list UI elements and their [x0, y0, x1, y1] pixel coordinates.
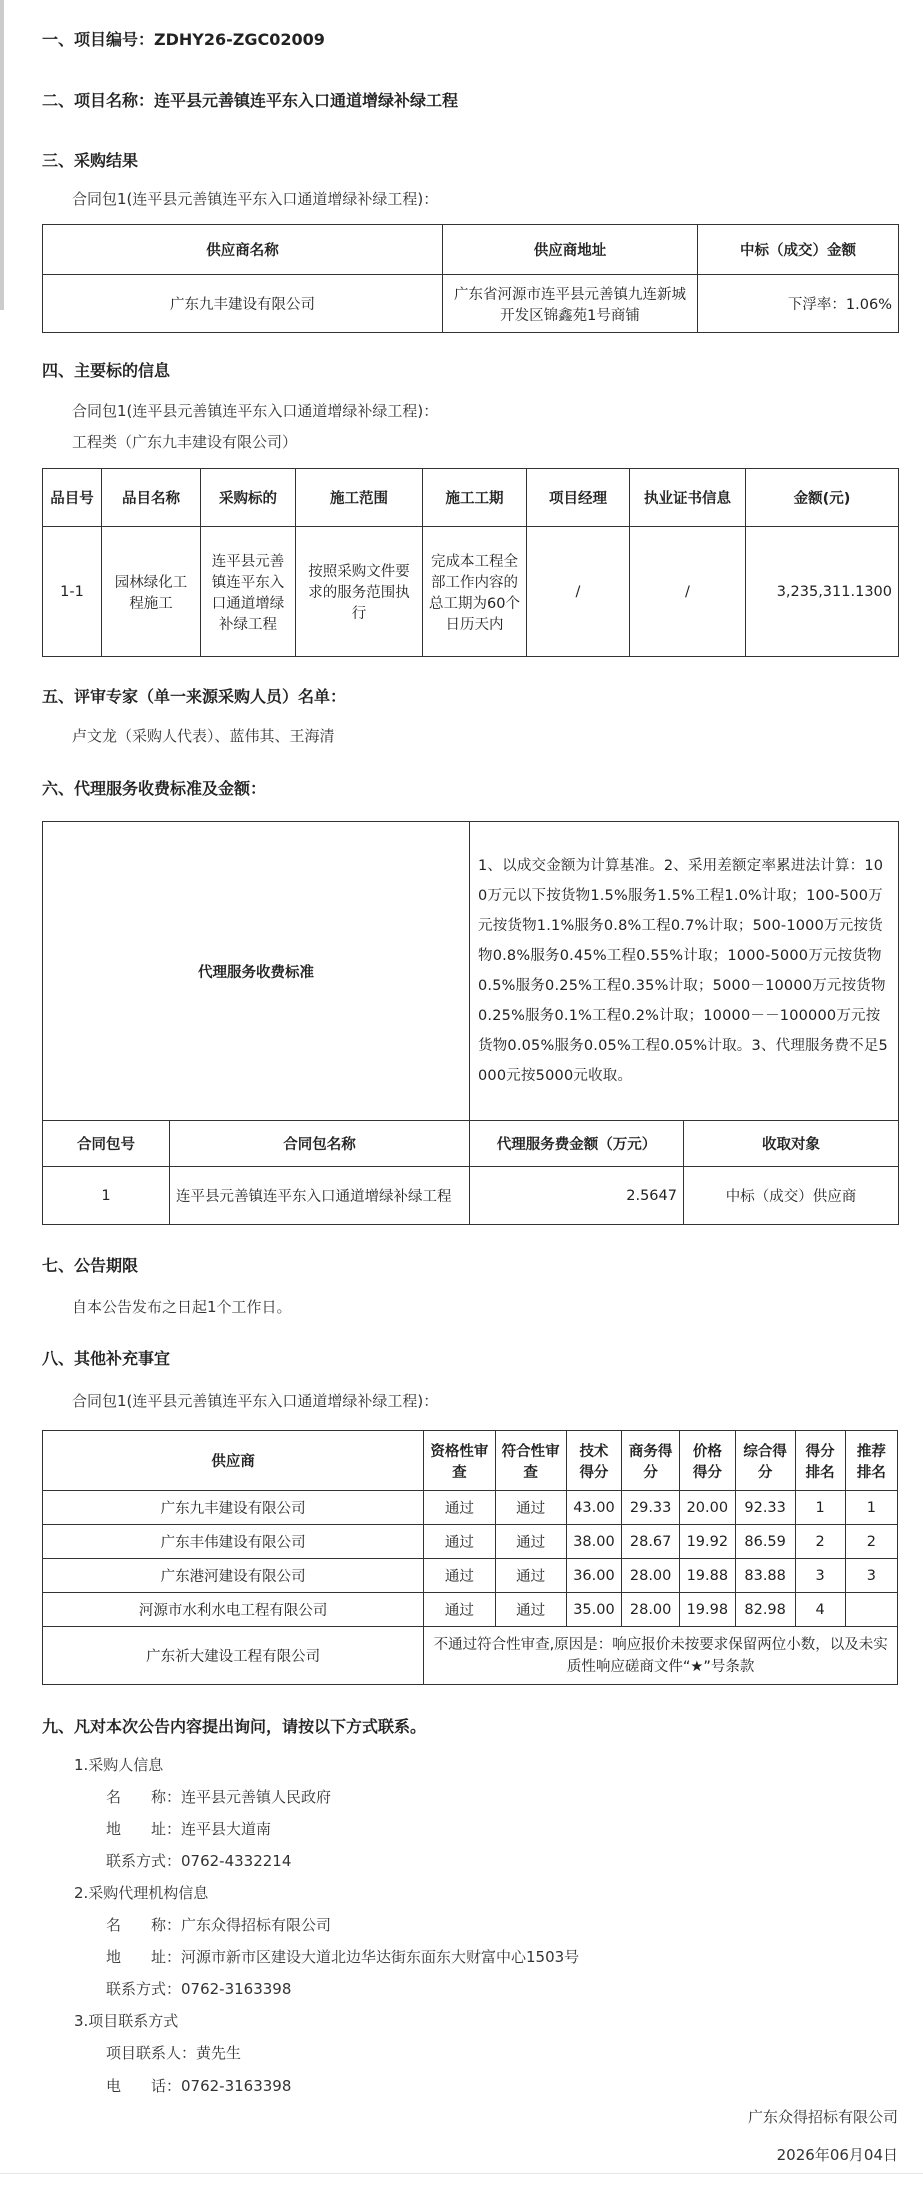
section-8-title: 八、其他补充事宜 — [42, 1349, 171, 1368]
result-row — [43, 275, 899, 333]
score-price: 19.88 — [680, 1559, 736, 1593]
fee-standard-label: 代理服务收费标准 — [43, 822, 470, 1121]
header-duration: 施工工期 — [423, 469, 527, 527]
score-supplier: 广东港河建设有限公司 — [43, 1559, 424, 1593]
amount: 3,235,311.1300 — [746, 527, 899, 657]
header-manager: 项目经理 — [527, 469, 630, 527]
header-scope: 施工范围 — [296, 469, 423, 527]
score-qualification: 通过 — [424, 1559, 495, 1593]
score-header-row — [43, 1431, 898, 1491]
score-compliance: 通过 — [495, 1559, 566, 1593]
agent-address: 地 址：河源市新市区建设大道北边华达街东面东大财富中心1503号 — [106, 1948, 580, 1966]
buyer-heading: 1.采购人信息 — [74, 1756, 164, 1774]
section-9-title: 九、凡对本次公告内容提出询问，请按以下方式联系。 — [42, 1717, 427, 1736]
agent-name: 名 称：广东众得招标有限公司 — [106, 1916, 332, 1934]
score-tech: 35.00 — [566, 1593, 622, 1627]
header-compliance: 符合性审查 — [495, 1431, 566, 1491]
score-business: 28.00 — [622, 1593, 680, 1627]
buyer-name: 名 称：连平县元善镇人民政府 — [106, 1788, 332, 1806]
header-score-rank: 得分排名 — [795, 1431, 845, 1491]
score-qualification: 通过 — [424, 1491, 495, 1525]
score-compliance: 通过 — [495, 1593, 566, 1627]
supplier-name: 广东九丰建设有限公司 — [43, 275, 443, 333]
score-row — [43, 1491, 898, 1525]
section-4-title: 四、主要标的信息 — [42, 361, 171, 380]
score-business: 29.33 — [622, 1491, 680, 1525]
header-supplier-address: 供应商地址 — [443, 225, 698, 275]
manager: / — [527, 527, 630, 657]
score-total: 83.88 — [735, 1559, 795, 1593]
agent-heading: 2.采购代理机构信息 — [74, 1884, 209, 1902]
header-total-score: 综合得分 — [735, 1431, 795, 1491]
result-header-row — [43, 225, 899, 275]
buyer-phone: 联系方式：0762-4332214 — [106, 1852, 292, 1870]
header-fee-amount: 代理服务费金额（万元） — [470, 1121, 684, 1167]
header-package-name: 合同包名称 — [170, 1121, 470, 1167]
item-row — [43, 527, 899, 657]
score-qualification: 通过 — [424, 1525, 495, 1559]
score-tech: 38.00 — [566, 1525, 622, 1559]
project-contact-heading: 3.项目联系方式 — [74, 2012, 179, 2030]
buyer-address: 地 址：连平县大道南 — [106, 1820, 272, 1838]
score-table — [42, 1430, 898, 1685]
score-qualification: 通过 — [424, 1593, 495, 1627]
expert-names: 卢文龙（采购人代表）、蓝伟其、王海清 — [72, 727, 335, 745]
header-amount: 金额(元) — [746, 469, 899, 527]
section-4-category: 工程类（广东九丰建设有限公司） — [72, 433, 298, 451]
header-tech-score: 技术得分 — [566, 1431, 622, 1491]
header-item-name: 品目名称 — [102, 469, 201, 527]
score-row — [43, 1593, 898, 1627]
score-business: 28.67 — [622, 1525, 680, 1559]
item-header-row — [43, 469, 899, 527]
score-row — [43, 1525, 898, 1559]
fee-standard-row — [43, 822, 899, 1121]
left-edge-bar — [0, 0, 4, 310]
fee-amount: 2.5647 — [470, 1167, 684, 1225]
score-supplier: 河源市水利水电工程有限公司 — [43, 1593, 424, 1627]
score-rank: 1 — [795, 1491, 845, 1525]
package-no: 1 — [43, 1167, 170, 1225]
header-supplier: 供应商 — [43, 1431, 424, 1491]
package-name: 连平县元善镇连平东入口通道增绿补绿工程 — [170, 1167, 470, 1225]
score-total: 82.98 — [735, 1593, 795, 1627]
footer-organization: 广东众得招标有限公司 — [747, 2108, 898, 2126]
section-5-title: 五、评审专家（单一来源采购人员）名单： — [42, 687, 347, 706]
header-procurement-subject: 采购标的 — [201, 469, 296, 527]
section-3-title: 三、采购结果 — [42, 151, 139, 170]
score-total: 86.59 — [735, 1525, 795, 1559]
project-name: 二、项目名称：连平县元善镇连平东入口通道增绿补绿工程 — [42, 91, 459, 110]
fee-row — [43, 1167, 899, 1225]
score-tech: 43.00 — [566, 1491, 622, 1525]
supplier-address: 广东省河源市连平县元善镇九连新城开发区锦鑫苑1号商铺 — [443, 275, 698, 333]
header-business-score: 商务得分 — [622, 1431, 680, 1491]
section-4-package: 合同包1(连平县元善镇连平东入口通道增绿补绿工程)： — [72, 402, 439, 420]
fee-standard-text: 1、以成交金额为计算基准。2、采用差额定率累进法计算：100万元以下按货物1.5%服务1.5%工程1.0%计取；100-500万元按货物1.1%服务0.8%工程0.7%计取；500-1000万元按货物0.8%服务0.45%工程0.55%计取；1000-5000万元按货物0.5%服务0.25%工程0.35%计取；5000－10000万元按货物0.25%服务0.1%工程0.2%计取；10000－－100000万元按货物0.05%服务0.05%工程0.05%计取。3、代理服务费不足5000元按5000元收取。 — [470, 822, 899, 1121]
header-recommend-rank: 推荐排名 — [845, 1431, 897, 1491]
score-rank: 4 — [795, 1593, 845, 1627]
procurement-subject: 连平县元善镇连平东入口通道增绿补绿工程 — [201, 527, 296, 657]
header-supplier-name: 供应商名称 — [43, 225, 443, 275]
notice-period: 自本公告发布之日起1个工作日。 — [72, 1298, 292, 1316]
section-7-title: 七、公告期限 — [42, 1256, 139, 1275]
scope: 按照采购文件要求的服务范围执行 — [296, 527, 423, 657]
result-table — [42, 224, 899, 333]
score-rank: 3 — [795, 1559, 845, 1593]
bid-amount: 下浮率：1.06% — [698, 275, 899, 333]
duration: 完成本工程全部工作内容的总工期为60个日历天内 — [423, 527, 527, 657]
fee-header-row — [43, 1121, 899, 1167]
project-contact-person: 项目联系人：黄先生 — [106, 2044, 242, 2062]
section-8-package: 合同包1(连平县元善镇连平东入口通道增绿补绿工程)： — [72, 1392, 439, 1410]
item-no: 1-1 — [43, 527, 102, 657]
score-price: 20.00 — [680, 1491, 736, 1525]
score-price: 19.98 — [680, 1593, 736, 1627]
item-table — [42, 468, 899, 657]
section-6-title: 六、代理服务收费标准及金额： — [42, 779, 267, 798]
bottom-divider — [0, 2173, 923, 2174]
header-fee-payer: 收取对象 — [684, 1121, 899, 1167]
recommend-rank: 1 — [845, 1491, 897, 1525]
fee-table — [42, 821, 899, 1225]
failed-supplier: 广东祈大建设工程有限公司 — [43, 1627, 424, 1685]
score-compliance: 通过 — [495, 1491, 566, 1525]
project-contact-phone: 电 话：0762-3163398 — [106, 2077, 292, 2095]
score-compliance: 通过 — [495, 1525, 566, 1559]
header-bid-amount: 中标（成交）金额 — [698, 225, 899, 275]
recommend-rank: 2 — [845, 1525, 897, 1559]
item-name: 园林绿化工程施工 — [102, 527, 201, 657]
header-item-no: 品目号 — [43, 469, 102, 527]
project-number: 一、项目编号：ZDHY26-ZGC02009 — [42, 30, 325, 49]
section-3-package: 合同包1(连平县元善镇连平东入口通道增绿补绿工程)： — [72, 190, 439, 208]
certificate: / — [630, 527, 746, 657]
recommend-rank — [845, 1593, 897, 1627]
score-total: 92.33 — [735, 1491, 795, 1525]
footer-date: 2026年06月04日 — [776, 2146, 898, 2164]
score-supplier: 广东九丰建设有限公司 — [43, 1491, 424, 1525]
score-supplier: 广东丰伟建设有限公司 — [43, 1525, 424, 1559]
score-tech: 36.00 — [566, 1559, 622, 1593]
failed-supplier-row — [43, 1627, 898, 1685]
score-row — [43, 1559, 898, 1593]
agent-phone: 联系方式：0762-3163398 — [106, 1980, 292, 1998]
header-price-score: 价格得分 — [680, 1431, 736, 1491]
score-price: 19.92 — [680, 1525, 736, 1559]
fee-payer: 中标（成交）供应商 — [684, 1167, 899, 1225]
header-package-no: 合同包号 — [43, 1121, 170, 1167]
header-qualification: 资格性审查 — [424, 1431, 495, 1491]
score-rank: 2 — [795, 1525, 845, 1559]
header-certificate: 执业证书信息 — [630, 469, 746, 527]
recommend-rank: 3 — [845, 1559, 897, 1593]
failed-reason: 不通过符合性审查,原因是：响应报价未按要求保留两位小数，以及未实质性响应磋商文件“★”号条款 — [424, 1627, 898, 1685]
score-business: 28.00 — [622, 1559, 680, 1593]
